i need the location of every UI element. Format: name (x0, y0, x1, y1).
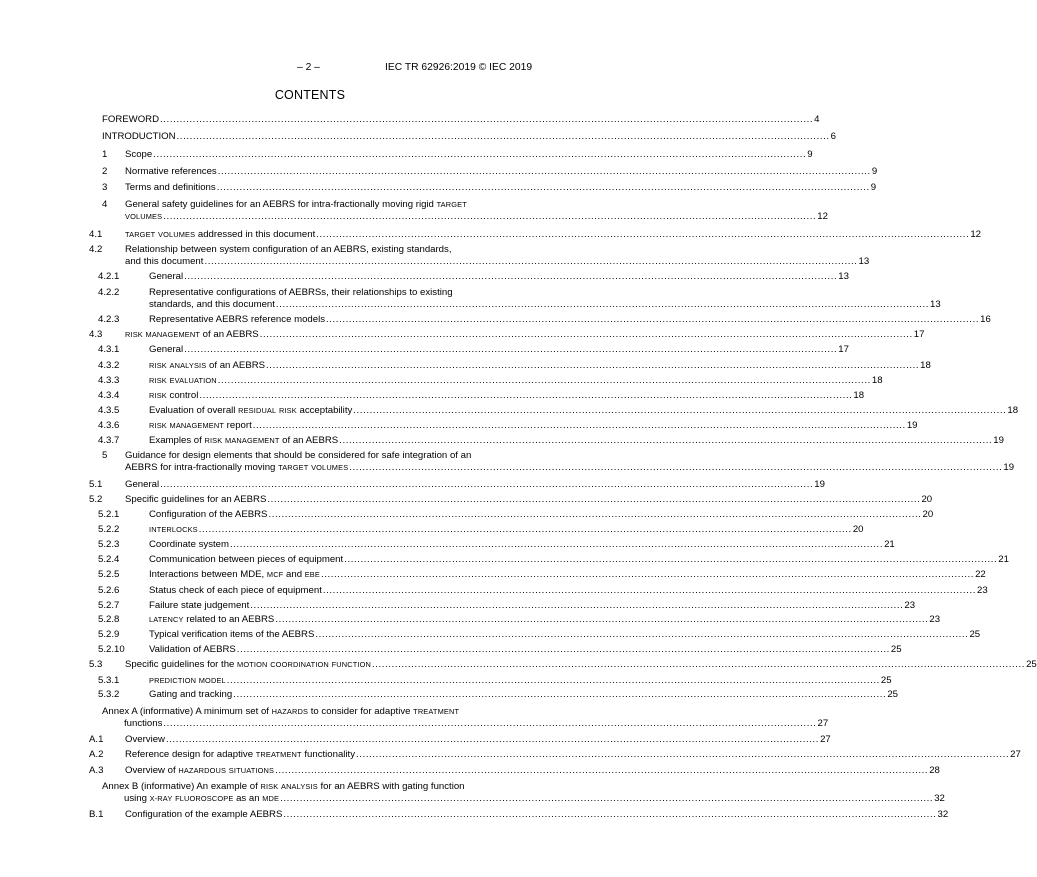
toc-entry-title: Configuration of the AEBRS (149, 509, 268, 520)
toc-entry-title: TARGET VOLUMES addressed in this document (125, 229, 316, 240)
toc-entry-continuation[interactable] (0, 793, 945, 805)
toc-entry-number: 4.2.2 (98, 287, 120, 298)
toc-entry-title: Representative AEBRS reference models (149, 314, 326, 325)
toc-entry-title: Annex B (informative) An example of RISK ANALYSIS for an AEBRS with gating function (102, 781, 465, 792)
toc-entry-number: 4.3.5 (98, 405, 120, 416)
dot-leader: ........................................................................................................................................................................................................ (230, 539, 884, 550)
toc-entry-page: 23 (976, 585, 988, 596)
toc-entry-page: 18 (1007, 405, 1019, 416)
dot-leader: ........................................................................................................................................................................................................ (204, 256, 858, 267)
dot-leader: ........................................................................................................................................................................................................ (217, 166, 871, 177)
toc-entry[interactable] (0, 539, 895, 551)
toc-entry-title: INTRODUCTION (102, 131, 176, 142)
toc-entry[interactable] (0, 271, 849, 283)
toc-entry[interactable] (0, 244, 620, 256)
defined-term: TREATMENT (255, 750, 302, 759)
defined-term: MANAGEMENT (145, 330, 200, 339)
dot-leader: ........................................................................................................................................................................................................ (163, 718, 817, 729)
toc-entry-title: Annex A (informative) A minimum set of HAZARDS to consider for adaptive TREATMENT (102, 706, 460, 717)
toc-entry-continuation[interactable] (0, 211, 828, 223)
defined-term: INTERLOCKS (149, 525, 198, 534)
toc-entry-page: 23 (929, 614, 941, 625)
defined-term: VOLUMES (125, 212, 163, 221)
toc-entry[interactable] (0, 509, 934, 521)
dot-leader: ........................................................................................................................................................................................................ (349, 462, 1003, 473)
dot-leader: ........................................................................................................................................................................................................ (326, 314, 980, 325)
toc-entry-number: 4.3.1 (98, 344, 120, 355)
toc-entry[interactable] (0, 675, 892, 687)
toc-entry[interactable] (0, 375, 883, 387)
toc-entry-page: 19 (1003, 462, 1015, 473)
defined-term: HAZARDOUS (178, 766, 227, 775)
toc-entry-title: Overview of HAZARDOUS SITUATIONS (125, 765, 275, 776)
defined-term: RISK (149, 361, 167, 370)
dot-leader: ........................................................................................................................................................................................................ (252, 420, 906, 431)
toc-entry-title: Coordinate system (149, 539, 229, 550)
defined-term: HAZARDS (271, 707, 309, 716)
dot-leader: ........................................................................................................................................................................................................ (250, 600, 904, 611)
defined-term: TARGET (436, 200, 467, 209)
toc-entry[interactable] (0, 734, 831, 746)
toc-entry-number: 5.3 (89, 659, 103, 670)
dot-leader: ........................................................................................................................................................................................................ (216, 182, 870, 193)
defined-term: X-RAY (149, 794, 173, 803)
toc-entry[interactable] (0, 287, 620, 299)
defined-term: RISK (149, 421, 167, 430)
defined-term: TREATMENT (413, 707, 460, 716)
dot-leader: ........................................................................................................................................................................................................ (356, 749, 1010, 760)
toc-entry-continuation[interactable] (0, 718, 829, 730)
toc-entry[interactable] (0, 405, 1019, 417)
toc-entry[interactable] (0, 614, 941, 626)
toc-entry[interactable] (0, 131, 836, 143)
toc-entry-continuation[interactable] (0, 256, 870, 268)
toc-entry-page: 27 (817, 718, 829, 729)
toc-entry[interactable] (0, 450, 620, 462)
toc-entry[interactable] (0, 494, 933, 506)
toc-entry-page: 23 (904, 600, 916, 611)
toc-entry-page: 9 (807, 149, 813, 160)
toc-entry[interactable] (0, 629, 981, 641)
defined-term: PREDICTION (149, 676, 197, 685)
toc-entry-number: 5.2.1 (98, 509, 120, 520)
defined-term: LATENCY (149, 615, 184, 624)
defined-term: MOTION (237, 660, 268, 669)
defined-term: MDE (262, 794, 280, 803)
dot-leader: ........................................................................................................................................................................................................ (267, 494, 921, 505)
page-number-label: – 2 – (297, 62, 320, 73)
toc-entry-page: 25 (880, 675, 892, 686)
toc-entry-title: Scope (125, 149, 153, 160)
toc-entry[interactable] (0, 229, 982, 241)
toc-entry-number: B.1 (89, 809, 104, 820)
dot-leader: ........................................................................................................................................................................................................ (339, 435, 993, 446)
toc-entry-title: General (125, 479, 160, 490)
dot-leader: ........................................................................................................................................................................................................ (268, 509, 922, 520)
toc-entry-number: A.2 (89, 749, 104, 760)
defined-term: ANALYSIS (169, 361, 207, 370)
dot-leader: ........................................................................................................................................................................................................ (344, 554, 998, 565)
defined-term: RISK (125, 330, 143, 339)
toc-entry-number: 5.2.10 (98, 644, 125, 655)
toc-entry[interactable] (0, 600, 916, 612)
toc-entry-title: FOREWORD (102, 114, 160, 125)
toc-entry-number: 5.2.2 (98, 524, 120, 535)
defined-term: RISK (149, 376, 167, 385)
toc-entry[interactable] (0, 781, 620, 793)
toc-entry-number: 5.3.2 (98, 689, 120, 700)
toc-entry[interactable] (0, 149, 813, 161)
defined-term: VOLUMES (158, 230, 196, 239)
toc-entry[interactable] (0, 809, 949, 821)
toc-entry[interactable] (0, 420, 918, 432)
toc-entry-title: Failure state judgement (149, 600, 250, 611)
dot-leader: ........................................................................................................................................................................................................ (165, 734, 820, 745)
toc-entry-page: 20 (921, 494, 933, 505)
toc-entry-number: 5.2.7 (98, 600, 120, 611)
toc-entry-title: Relationship between system configuration of an AEBRS, existing standards, (125, 244, 452, 255)
dot-leader: ........................................................................................................................................................................................................ (322, 585, 976, 596)
toc-entry-page: 27 (820, 734, 831, 745)
toc-entry[interactable] (0, 749, 1021, 761)
toc-entry-title-cont: AEBRS for intra-fractionally moving TARGET VOLUMES (125, 462, 349, 473)
toc-entry-title: Specific guidelines for the MOTION COORDINATION FUNCTION (125, 659, 371, 670)
toc-entry-page: 25 (887, 689, 898, 700)
toc-entry[interactable] (0, 706, 620, 718)
toc-entry-page: 16 (980, 314, 991, 325)
dot-leader: ........................................................................................................................................................................................................ (198, 524, 852, 535)
dot-leader: ........................................................................................................................................................................................................ (233, 689, 887, 700)
toc-entry-number: 5.2.5 (98, 569, 120, 580)
toc-entry-title: RISK MANAGEMENT report (149, 420, 252, 431)
toc-entry-number: 5.2.6 (98, 585, 120, 596)
toc-entry-number: 4.3.3 (98, 375, 120, 386)
toc-entry-number: 4 (102, 199, 108, 210)
defined-term: RISK (278, 406, 297, 415)
toc-entry-number: 4.3.2 (98, 360, 120, 371)
defined-term: RISK (149, 391, 167, 400)
dot-leader: ........................................................................................................................................................................................................ (153, 149, 807, 160)
toc-entry-title (149, 675, 226, 687)
toc-entry-page: 22 (975, 569, 986, 580)
defined-term: RISK (260, 782, 279, 791)
toc-entry-title: Specific guidelines for an AEBRS (125, 494, 267, 505)
toc-entry-title: Examples of RISK MANAGEMENT of an AEBRS (149, 435, 339, 446)
dot-leader: ........................................................................................................................................................................................................ (275, 765, 929, 776)
defined-term: ANALYSIS (280, 782, 318, 791)
toc-entry-page: 28 (929, 765, 940, 776)
toc-entry-page: 21 (884, 539, 895, 550)
toc-entry-number: 5.3.1 (98, 675, 120, 686)
toc-entry[interactable] (0, 360, 931, 372)
toc-entry-page: 13 (838, 271, 849, 282)
toc-entry-title: LATENCY related to an AEBRS (149, 614, 275, 625)
toc-entry-number: 4.3.6 (98, 420, 120, 431)
toc-entry-page: 20 (922, 509, 934, 520)
toc-entry-continuation[interactable] (0, 299, 941, 311)
dot-leader: ........................................................................................................................................................................................................ (266, 360, 920, 371)
toc-entry-page: 18 (871, 375, 883, 386)
dot-leader: ........................................................................................................................................................................................................ (199, 390, 853, 401)
toc-entry-title: Evaluation of overall RESIDUAL RISK acceptability (149, 405, 353, 416)
defined-term: RESIDUAL (238, 406, 277, 415)
toc-entry[interactable] (0, 329, 925, 341)
defined-term: MCF (266, 570, 284, 579)
toc-entry-title: RISK MANAGEMENT of an AEBRS (125, 329, 259, 340)
toc-entry[interactable] (0, 199, 620, 211)
toc-entry-number: 3 (102, 182, 108, 193)
toc-entry-number: 1 (102, 149, 108, 160)
toc-entry-page: 13 (858, 256, 870, 267)
defined-term: MANAGEMENT (225, 436, 280, 445)
dot-leader: ........................................................................................................................................................................................................ (226, 675, 880, 686)
toc-entry-page: 19 (814, 479, 825, 490)
dot-leader: ........................................................................................................................................................................................................ (259, 329, 913, 340)
document-reference: IEC TR 62926:2019 © IEC 2019 (385, 62, 533, 73)
toc-entry-number: 5.2 (89, 494, 103, 505)
dot-leader: ........................................................................................................................................................................................................ (184, 344, 838, 355)
toc-entry-title: Communication between pieces of equipment (149, 554, 344, 565)
toc-entry-number: 5.2.9 (98, 629, 120, 640)
dot-leader: ........................................................................................................................................................................................................ (236, 644, 890, 655)
toc-entry-page: 13 (930, 299, 941, 310)
toc-entry-title: Typical verification items of the AEBRS (149, 629, 315, 640)
dot-leader: ........................................................................................................................................................................................................ (316, 229, 970, 240)
contents-title: CONTENTS (274, 88, 346, 102)
dot-leader: ........................................................................................................................................................................................................ (315, 629, 969, 640)
toc-entry-page: 4 (814, 114, 820, 125)
toc-entry-page: 12 (970, 229, 982, 240)
dot-leader: ........................................................................................................................................................................................................ (353, 405, 1007, 416)
dot-leader: ........................................................................................................................................................................................................ (163, 211, 817, 222)
toc-entry-page: 25 (969, 629, 981, 640)
toc-entry-number: 5 (102, 450, 108, 461)
toc-entry-title: Configuration of the example AEBRS (125, 809, 283, 820)
toc-entry-title-cont (125, 211, 162, 223)
defined-term: COORDINATION (270, 660, 329, 669)
dot-leader: ........................................................................................................................................................................................................ (280, 793, 934, 804)
defined-term: SITUATIONS (228, 766, 275, 775)
dot-leader: ........................................................................................................................................................................................................ (320, 569, 975, 580)
dot-leader: ........................................................................................................................................................................................................ (371, 659, 1026, 670)
toc-entry-page: 25 (890, 644, 902, 655)
toc-entry-number: 5.1 (89, 479, 103, 490)
toc-entry-page: 19 (906, 420, 918, 431)
defined-term: FLUOROSCOPE (175, 794, 234, 803)
toc-entry-title: Gating and tracking (149, 689, 233, 700)
dot-leader: ........................................................................................................................................................................................................ (275, 614, 929, 625)
toc-entry-title: Guidance for design elements that should be considered for safe integration of an (125, 450, 472, 461)
toc-entry[interactable] (0, 479, 825, 491)
toc-entry[interactable] (0, 644, 902, 656)
toc-entry-title: General safety guidelines for an AEBRS for intra-fractionally moving rigid TARGET (125, 199, 467, 210)
toc-entry-page: 9 (870, 182, 877, 193)
toc-entry-title: Interactions between MDE, MCF and EBE (149, 569, 320, 580)
toc-entry-page: 18 (853, 390, 865, 401)
dot-leader: ........................................................................................................................................................................................................ (160, 114, 814, 125)
dot-leader: ........................................................................................................................................................................................................ (176, 131, 830, 142)
toc-entry-page: 6 (830, 131, 836, 142)
defined-term: VOLUMES (311, 463, 349, 472)
toc-entry-title: General (149, 344, 184, 355)
toc-entry-title-cont: functions (124, 718, 163, 729)
toc-entry-title: Overview (125, 734, 165, 745)
toc-entry-number: 4.3.7 (98, 435, 120, 446)
toc-entry-number: 4.3 (89, 329, 103, 340)
toc-entry-page: 20 (852, 524, 864, 535)
defined-term: MODEL (198, 676, 226, 685)
toc-entry-page: 17 (913, 329, 925, 340)
toc-entry[interactable] (0, 765, 940, 777)
toc-entry-page: 12 (817, 211, 828, 222)
toc-entry-title-cont: using X-RAY FLUOROSCOPE as an MDE (124, 793, 280, 804)
toc-entry[interactable] (0, 435, 1004, 447)
toc-entry[interactable] (0, 314, 991, 326)
toc-entry-title: Reference design for adaptive TREATMENT functionality (125, 749, 356, 760)
toc-entry[interactable] (0, 524, 864, 536)
toc-entry-page: 32 (934, 793, 945, 804)
toc-entry[interactable] (0, 585, 988, 597)
toc-entry-page: 9 (871, 166, 878, 177)
toc-entry-number: 5.2.4 (98, 554, 120, 565)
toc-entry[interactable] (0, 689, 898, 701)
toc-entry[interactable] (0, 569, 986, 581)
defined-term: EBE (304, 570, 320, 579)
toc-entry-title-cont: and this document (125, 256, 204, 267)
toc-entry[interactable] (0, 166, 878, 178)
toc-entry[interactable] (0, 390, 865, 402)
toc-entry-number: 4.2.3 (98, 314, 120, 325)
toc-entry[interactable] (0, 659, 1037, 671)
toc-entry[interactable] (0, 554, 1009, 566)
toc-entry-number: 4.3.4 (98, 390, 120, 401)
toc-entry-number: A.3 (89, 765, 104, 776)
toc-entry[interactable] (0, 344, 849, 356)
toc-entry-title: General (149, 271, 184, 282)
toc-entry-page: 25 (1026, 659, 1037, 670)
toc-entry-title: Terms and definitions (125, 182, 216, 193)
toc-entry-number: A.1 (89, 734, 104, 745)
toc-entry-number: 4.1 (89, 229, 103, 240)
defined-term: TARGET (278, 463, 309, 472)
defined-term: TARGET (125, 230, 156, 239)
toc-entry-title: RISK control (149, 390, 199, 401)
dot-leader: ........................................................................................................................................................................................................ (217, 375, 871, 386)
toc-entry-page: 18 (920, 360, 931, 371)
toc-entry-page: 27 (1010, 749, 1021, 760)
dot-leader: ........................................................................................................................................................................................................ (160, 479, 814, 490)
toc-entry-page: 21 (998, 554, 1009, 565)
defined-term: RISK (204, 436, 223, 445)
toc-entry-title: Representative configurations of AEBRSs, their relationships to existing (149, 287, 453, 298)
toc-entry-title: RISK ANALYSIS of an AEBRS (149, 360, 266, 371)
dot-leader: ........................................................................................................................................................................................................ (283, 809, 937, 820)
toc-entry-title-cont: standards, and this document (149, 299, 275, 310)
toc-entry-title: Normative references (125, 166, 217, 177)
toc-entry-title (149, 375, 217, 387)
toc-entry[interactable] (0, 182, 877, 194)
toc-entry-page: 32 (937, 809, 949, 820)
dot-leader: ........................................................................................................................................................................................................ (184, 271, 838, 282)
toc-entry-number: 2 (102, 166, 108, 177)
defined-term: EVALUATION (169, 376, 217, 385)
toc-entry-number: 5.2.3 (98, 539, 120, 550)
defined-term: MANAGEMENT (169, 421, 224, 430)
toc-entry[interactable] (0, 114, 820, 126)
toc-entry-number: 4.2 (89, 244, 103, 255)
defined-term: FUNCTION (331, 660, 371, 669)
toc-entry-number: 5.2.8 (98, 614, 120, 625)
toc-entry-number: 4.2.1 (98, 271, 120, 282)
toc-entry-page: 19 (993, 435, 1004, 446)
toc-entry-page: 17 (838, 344, 849, 355)
toc-entry-title (149, 524, 198, 536)
toc-entry-title: Validation of AEBRS (149, 644, 236, 655)
toc-entry-continuation[interactable] (0, 462, 1015, 474)
dot-leader: ........................................................................................................................................................................................................ (275, 299, 930, 310)
toc-entry-title: Status check of each piece of equipment (149, 585, 322, 596)
